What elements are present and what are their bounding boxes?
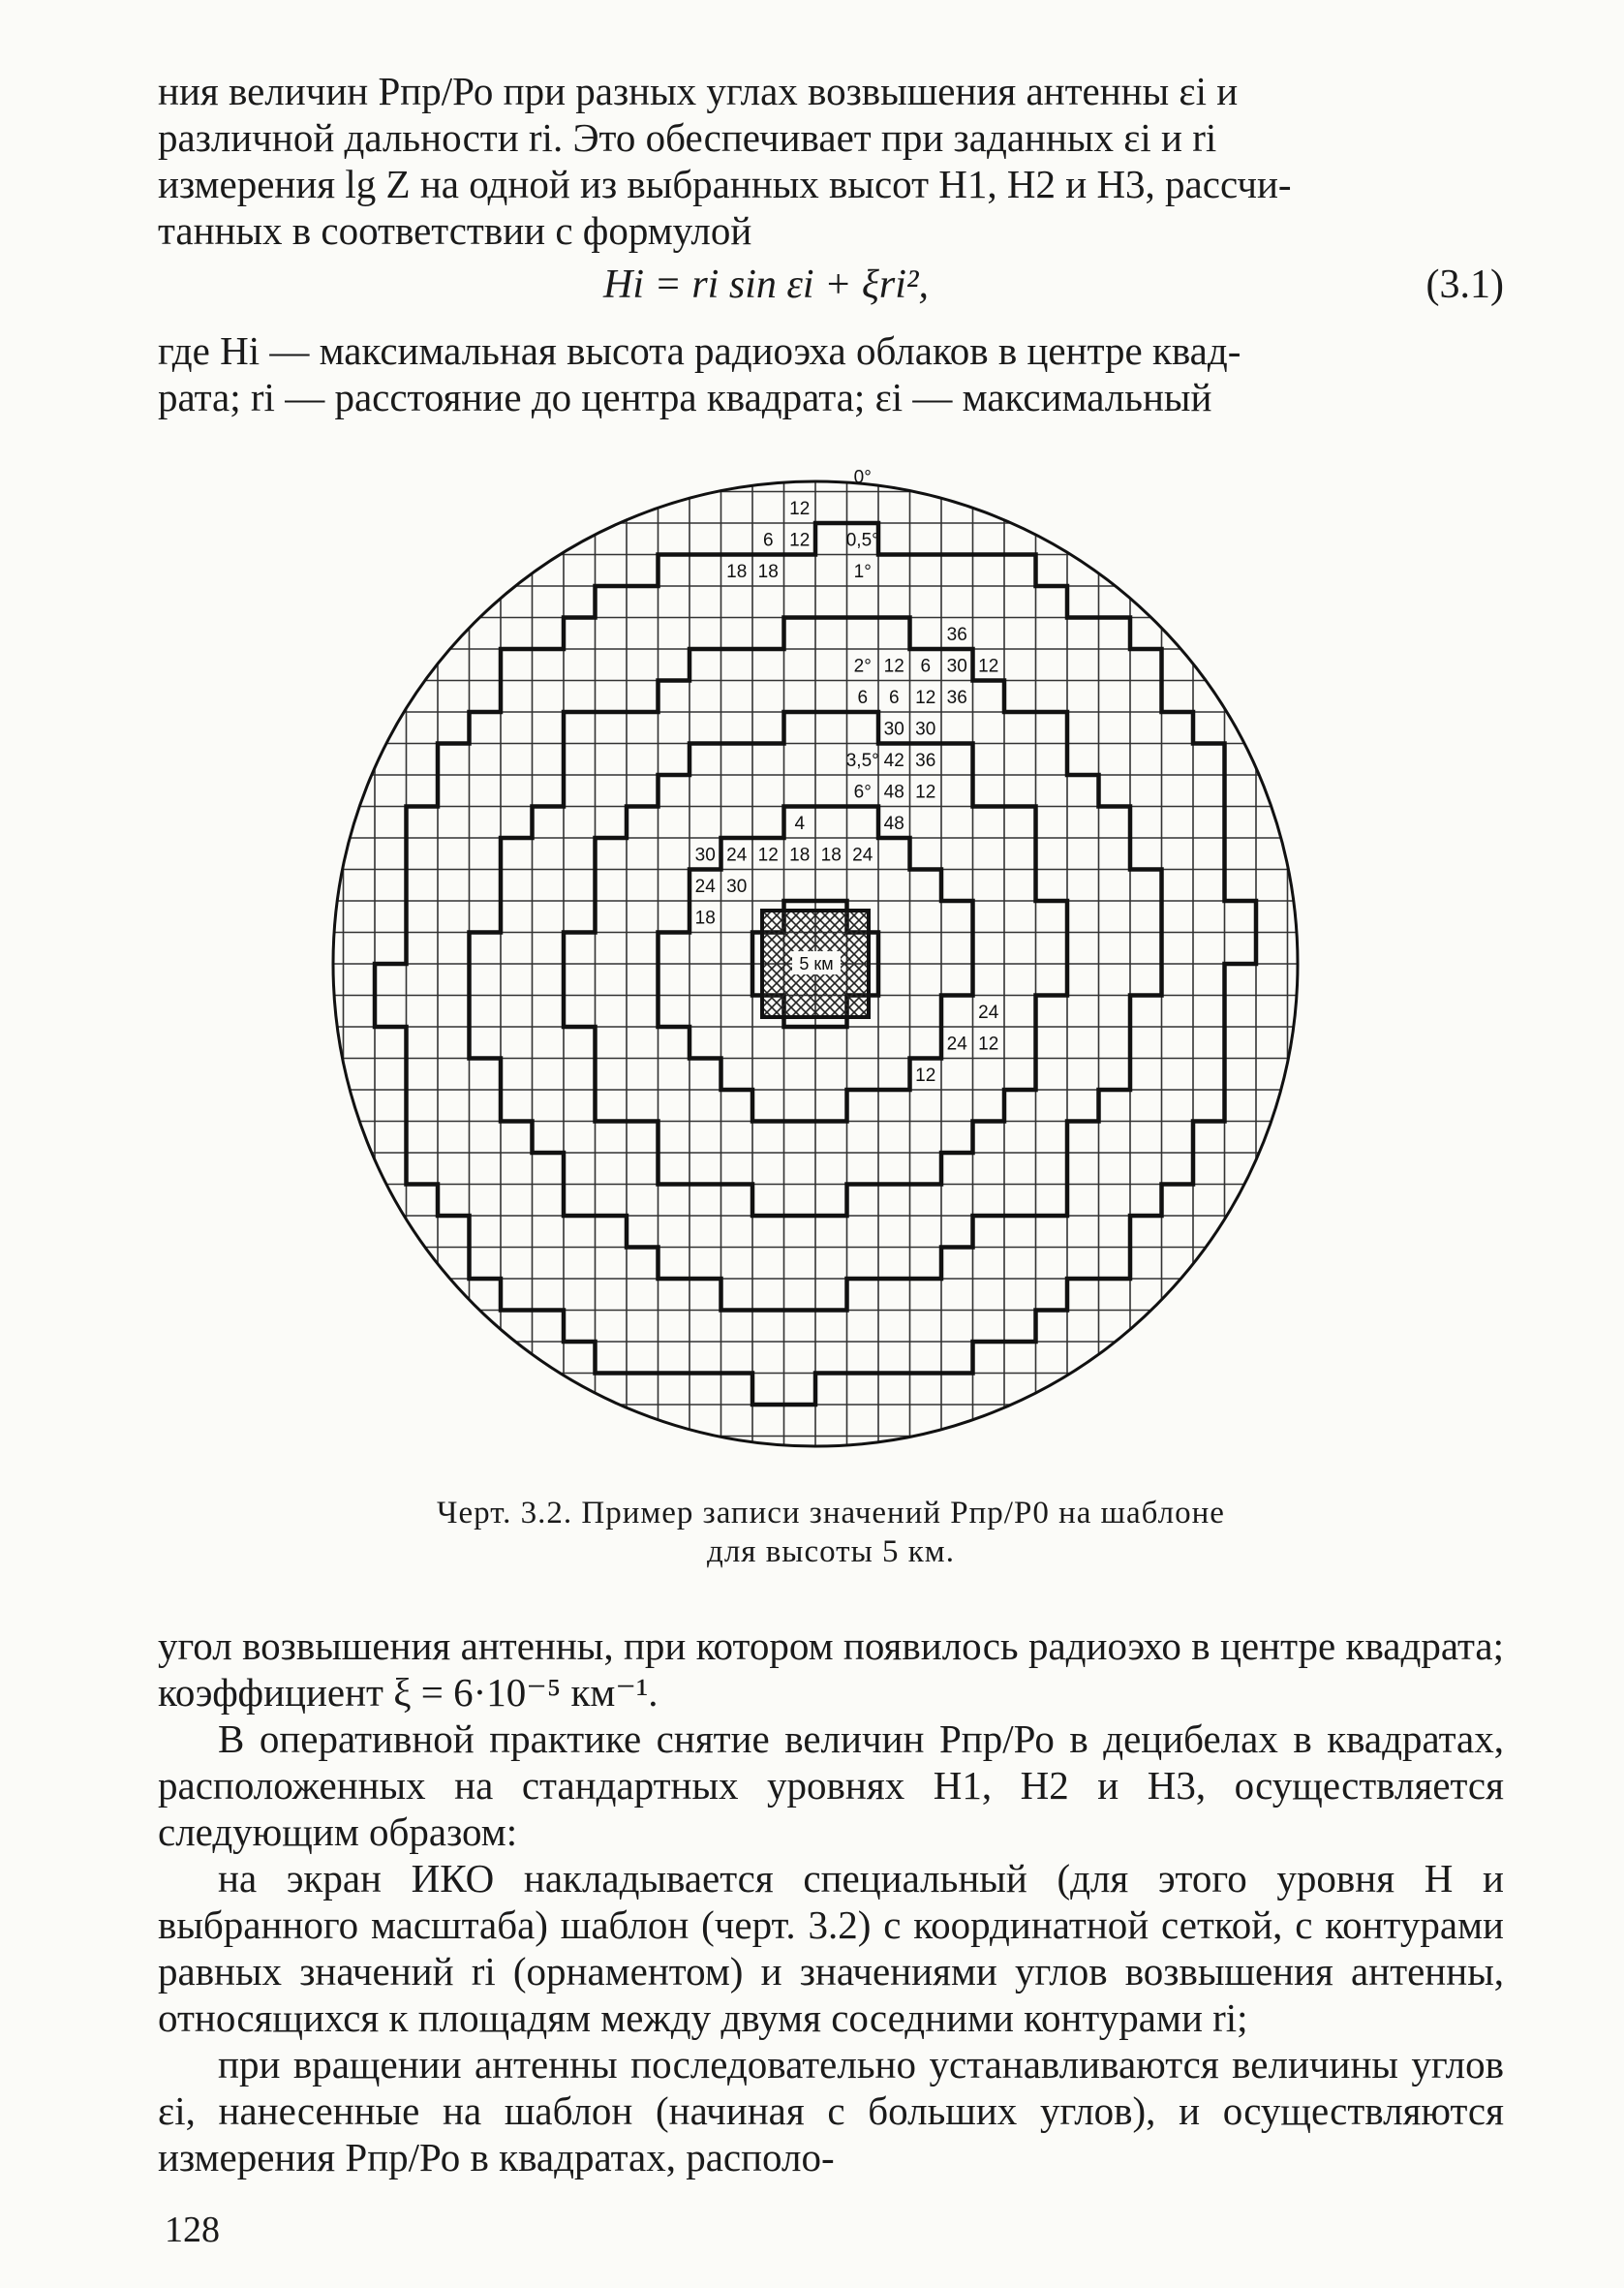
cell-value-label: 6 [920,656,932,677]
cell-value-label: 18 [789,845,811,866]
cell-value-label: 36 [915,750,936,771]
text-line: рата; ri — расстояние до центра квадрата; εi — максимальный [158,375,1212,419]
paragraph: при вращении антенны последовательно устанавливаются величины углов εi, нанесенные на шаблон (начиная с больших углов), и осуществляются измерения Рпр/Ро в квадратах, располо- [158,2042,1504,2180]
cell-value-label: 30 [883,719,904,740]
cell-value-label: 24 [694,876,716,897]
cell-value-label: 18 [820,845,842,866]
cell-value-label: 24 [946,1034,967,1055]
text-line: различной дальности ri. Это обеспечивает при заданных εi и ri [158,115,1217,160]
where-paragraph [158,327,1504,420]
cell-value-label: 12 [978,656,999,677]
cell-value-label: 12 [789,530,811,551]
paragraph: В оперативной практике снятие величин Рпр/Ро в децибелах в квадратах, расположенных на стандартных уровнях H1, H2 и H3, осуществляется следующим образом: [158,1716,1504,1854]
paragraph: на экран ИКО накладывается специальный (для этого уровня H и выбранного масштаба) шаблон (черт. 3.2) с координатной сеткой, с контурами равных значений ri (орнаментом) и значениями углов возвышения антенны, относящихся к площадям между двумя соседними контурами ri; [158,1856,1504,2040]
angle-label: 3,5° [845,750,879,771]
angle-label: 0,5° [845,530,879,551]
cell-value-label: 12 [789,498,811,519]
cell-value-label: 30 [946,656,967,677]
figure-template-grid [331,467,1300,1448]
caption-line-1: Черт. 3.2. Пример записи значений Рпр/Р0 на шаблоне [437,1496,1225,1530]
cell-value-label: 42 [883,750,904,771]
cell-value-label: 12 [978,1034,999,1055]
cell-value-label: 36 [946,624,967,645]
bottom-text [158,1623,1504,2180]
cell-value-label: 24 [726,845,748,866]
angle-label: 1° [853,561,872,582]
cell-value-label: 18 [694,908,716,929]
page-number: 128 [165,2210,220,2250]
cell-value-label: 12 [757,845,779,866]
text-line: где Hi — максимальная высота радиоэха облаков в центре квад- [158,328,1241,373]
text-line: измерения lg Z на одной из выбранных высот H1, H2 и H3, рассчи- [158,162,1292,206]
circular-grid-diagram [331,467,1300,1448]
caption-line-2: для высоты 5 км. [707,1534,955,1569]
cell-value-label: 4 [794,813,806,834]
cell-value-label: 12 [915,782,936,803]
angle-label: 2° [853,656,872,677]
cell-value-label: 30 [726,876,748,897]
formula-expression: Hi = ri sin εi + ξri², [603,263,930,307]
figure-caption [158,1494,1504,1571]
cell-value-label: 18 [757,561,779,582]
angle-label: 6° [853,782,872,803]
cell-value-label: 48 [883,813,904,834]
center-label: 5 км [799,954,834,974]
cell-value-label: 12 [915,1065,936,1086]
cell-value-label: 24 [852,845,873,866]
cell-value-label: 12 [915,687,936,708]
paragraph: угол возвышения антенны, при котором появилось радиоэхо в центре квадрата; коэффициент ξ = 6·10⁻⁵ км⁻¹. [158,1623,1504,1715]
top-paragraph [158,68,1504,254]
formula-3-1 [158,262,1504,320]
cell-value-label: 6 [857,687,869,708]
formula-number: (3.1) [1425,263,1504,307]
cell-value-label: 48 [883,782,904,803]
cell-value-label: 36 [946,687,967,708]
cell-value-label: 18 [726,561,748,582]
cell-value-label: 30 [694,845,716,866]
text-line: ния величин Рпр/Ро при разных углах возвышения антенны εi и [158,69,1239,113]
cell-value-label: 6 [762,530,774,551]
text-line: танных в соответствии с формулой [158,208,752,253]
angle-label: 0° [853,467,872,488]
cell-value-label: 30 [915,719,936,740]
cell-value-label: 6 [888,687,900,708]
cell-value-label: 12 [883,656,904,677]
cell-value-label: 24 [978,1002,999,1023]
